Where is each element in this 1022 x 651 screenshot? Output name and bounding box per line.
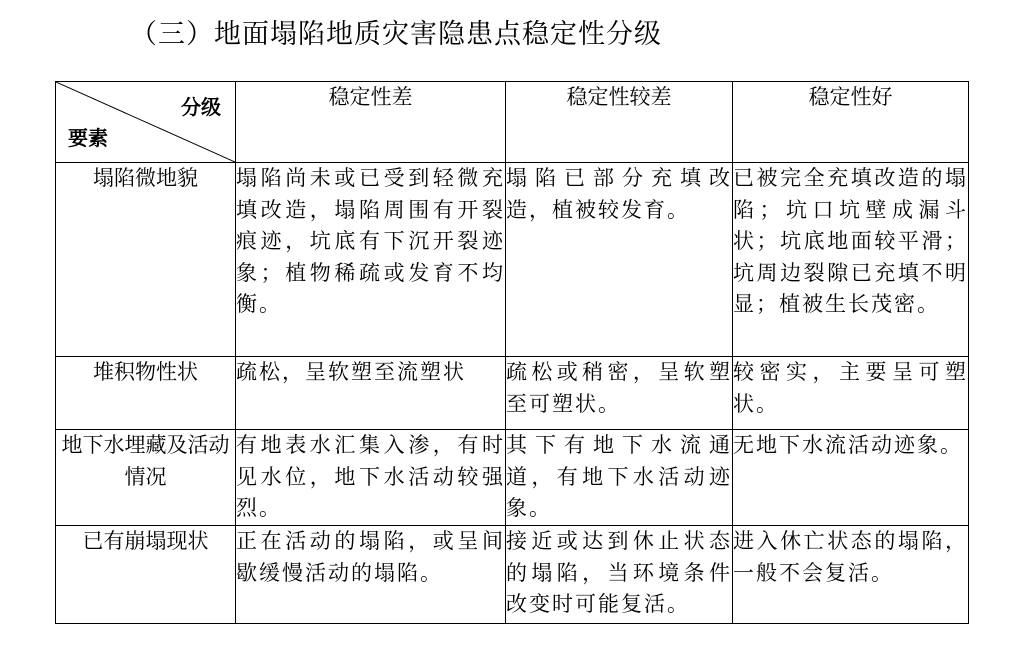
grade-label: 分级 [181, 95, 221, 119]
table-header-row [56, 82, 969, 163]
diagonal-header-cell [56, 82, 236, 163]
stability-grading-table [55, 81, 969, 624]
table-cell: 进入休亡状态的塌陷，一般不会复活。 [733, 526, 969, 624]
header-fair-stability: 稳定性较差 [506, 82, 733, 163]
page-title: （三）地面塌陷地质灾害隐患点稳定性分级 [130, 19, 662, 50]
table-row [56, 163, 969, 357]
header-good-stability: 稳定性好 [733, 82, 969, 163]
table-cell: 已被完全充填改造的塌陷；坑口坑壁成漏斗状；坑底地面较平滑；坑周边裂隙已充填不明显；植被生长茂密。 [733, 163, 969, 357]
table-cell: 塌陷尚未或已受到轻微充填改造，塌陷周围有开裂痕迹，坑底有下沉开裂迹象；植物稀疏或发育不均衡。 [236, 163, 506, 357]
table-row [56, 526, 969, 624]
factor-cell: 已有崩塌现状 [56, 526, 236, 624]
table-row [56, 357, 969, 430]
table-cell: 其下有地下水流通道，有地下水活动迹象。 [506, 430, 733, 526]
table-cell: 较密实，主要呈可塑状。 [733, 357, 969, 430]
factor-label: 要素 [68, 125, 108, 150]
header-poor-stability: 稳定性差 [236, 82, 506, 163]
table-cell: 疏松，呈软塑至流塑状 [236, 357, 506, 430]
table-cell: 塌陷已部分充填改造，植被较发育。 [506, 163, 733, 357]
factor-cell: 塌陷微地貌 [56, 163, 236, 357]
factor-cell: 堆积物性状 [56, 357, 236, 430]
factor-cell: 地下水埋藏及活动情况 [56, 430, 236, 526]
table-cell: 有地表水汇集入渗，有时见水位，地下水活动较强烈。 [236, 430, 506, 526]
table-row [56, 430, 969, 526]
table-cell: 正在活动的塌陷，或呈间歇缓慢活动的塌陷。 [236, 526, 506, 624]
table-cell: 无地下水流活动迹象。 [733, 430, 969, 526]
table-cell: 疏松或稍密，呈软塑至可塑状。 [506, 357, 733, 430]
table-cell: 接近或达到休止状态的塌陷，当环境条件改变时可能复活。 [506, 526, 733, 624]
